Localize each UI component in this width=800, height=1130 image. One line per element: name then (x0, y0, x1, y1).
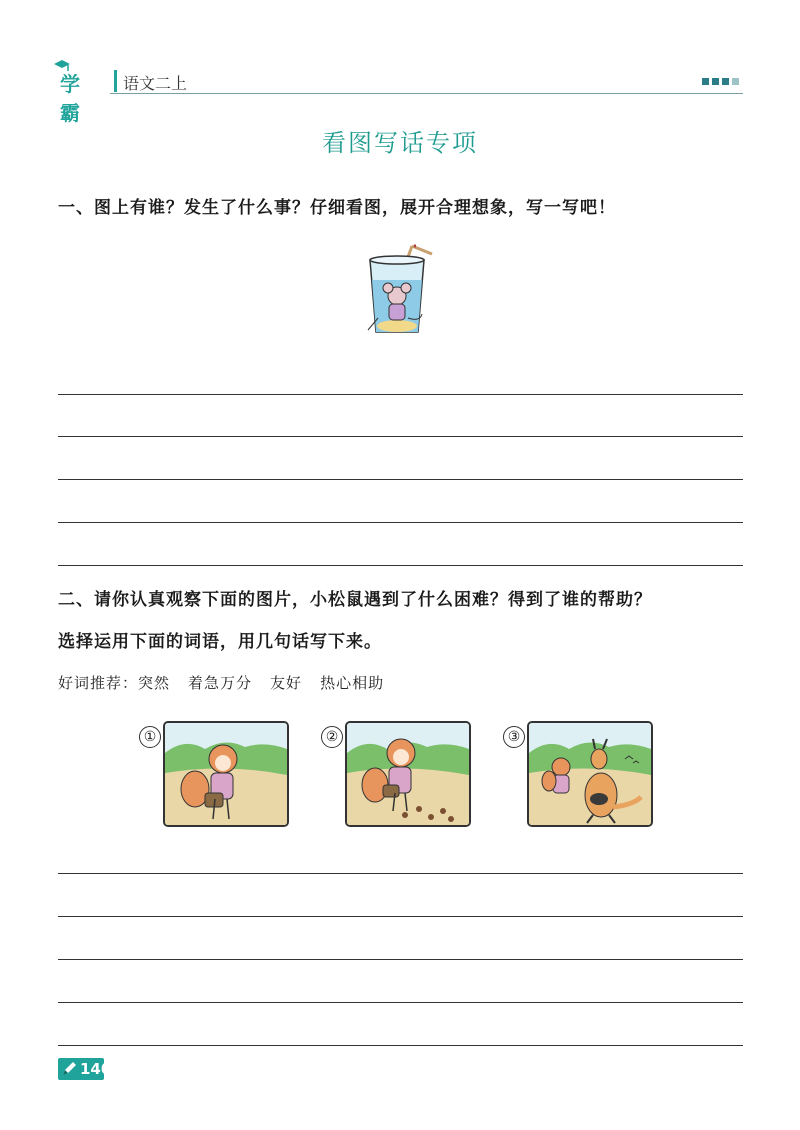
question-2-line-2: 选择运用下面的词语，用几句话写下来。 (58, 632, 382, 652)
question-2-line-1: 二、请你认真观察下面的图片，小松鼠遇到了什么困难？得到了谁的帮助？ (58, 590, 652, 610)
word-item: 友好 (270, 674, 303, 692)
writing-line (58, 565, 743, 566)
page-header (48, 60, 743, 125)
writing-line (58, 959, 743, 960)
writing-line (58, 1002, 743, 1003)
squirrel-and-kangaroo-illustration (527, 721, 653, 827)
book-title: 语文二上 (123, 74, 188, 93)
picture-panel-2 (321, 721, 471, 825)
picture-panel-3 (503, 721, 653, 825)
words-label: 好词推荐： (58, 674, 139, 692)
writing-line (58, 916, 743, 917)
writing-line (58, 479, 743, 480)
picture-panel-1 (139, 721, 289, 825)
word-item: 突然 (138, 674, 171, 692)
word-item: 着急万分 (188, 674, 253, 692)
panel-number: ① (139, 726, 161, 748)
writing-line (58, 394, 743, 395)
writing-line (58, 436, 743, 437)
panel-number: ② (321, 726, 343, 748)
page-footer (58, 1058, 112, 1082)
header-decoration (702, 78, 739, 85)
page-title: 看图写话专项 (322, 129, 478, 157)
page-number: 140 (80, 1060, 112, 1078)
mouse-in-cup-illustration (362, 238, 436, 336)
writing-line (58, 522, 743, 523)
writing-line (58, 873, 743, 874)
writing-line (58, 1045, 743, 1046)
squirrel-dropping-nuts-illustration (345, 721, 471, 827)
recommended-words (58, 672, 402, 693)
pencil-icon (61, 1061, 77, 1077)
word-item: 热心相助 (320, 674, 385, 692)
header-divider (114, 70, 117, 92)
squirrel-with-basket-illustration (163, 721, 289, 827)
logo-text: 学霸 (60, 72, 81, 125)
header-rule (110, 93, 743, 94)
panel-number: ③ (503, 726, 525, 748)
question-1: 一、图上有谁？发生了什么事？仔细看图，展开合理想象，写一写吧！ (58, 198, 616, 218)
